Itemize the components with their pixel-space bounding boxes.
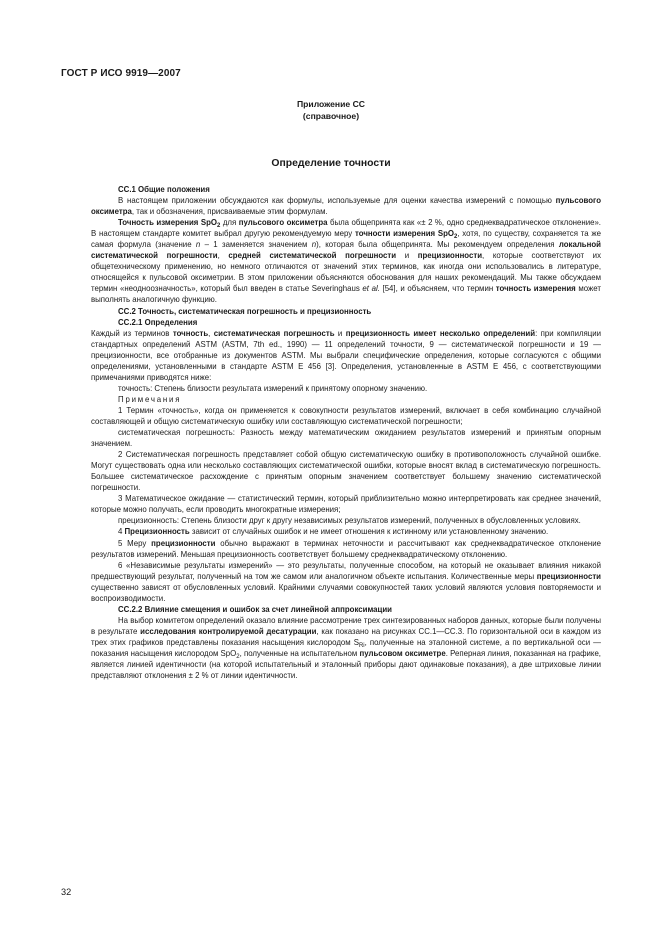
paragraph [91, 615, 601, 681]
text-run: и [396, 251, 418, 261]
paragraph [91, 383, 601, 394]
paragraph [91, 405, 601, 427]
text-run: исследования контролируемой десатурации [140, 626, 317, 636]
text-run: , [208, 328, 214, 338]
paragraph [91, 195, 601, 217]
paragraph [91, 493, 601, 515]
section-heading [91, 184, 601, 195]
text-run: 2 [236, 653, 240, 660]
section-heading [91, 317, 601, 328]
text-run: Каждый из терминов [91, 328, 173, 338]
text-run: Прецизионность [124, 527, 190, 537]
text-run: СС.2 Точность, систематическая погрешность и прецизионность [118, 306, 372, 316]
text-run: 3 Математическое ожидание — статистический термин, который приблизительно можно интерпретировать как среднее значений, которые можно получать, если проводить многократные измерения; [91, 494, 601, 515]
text-run: : при компиляции стандартных определений ASTM (ASTM, 7th ed., 1990) — 11 определений точности, 9 — систематической погрешности и 19 — прецизионности, все отобранные из документов ASTM. Мы выбрали специфические определения, которые согласуются с общими определениями, установленными в стандарте ASTM E 456 [3]. Определения, установленные в ASTM E 456, с соответствующими примечаниями приводятся ниже: [91, 328, 602, 382]
paragraph [91, 449, 601, 493]
text-run: Точность измерения SpO [118, 218, 217, 228]
text-run: обычно выражают в терминах неточности и рассчитывают как среднеквадратическое отклонение результатов измерений. Меньшая прецизионность соответствует большему среднеквадратическому отклонению. [91, 538, 601, 559]
text-run: et al. [362, 284, 380, 294]
text-run: , хотя, по существу, сохраняется та же самая формула (значение [91, 229, 601, 250]
text-run: Примечания [118, 394, 182, 404]
text-run: 2 [454, 234, 458, 241]
text-run: СС.1 Общие положения [118, 185, 210, 194]
paragraph [91, 328, 601, 383]
text-run: СС.2.2 Влияние смещения и ошибок за счет линейной аппроксимации [118, 604, 392, 614]
text-run: 1 Термин «точность», когда он применяется к совокупности результатов измерений, включает в себя комбинацию случайной составляющей и общую систематическую ошибку или составляющую систематической погрешности; [91, 405, 601, 426]
text-run: , которые соответствуют их общетехническому применению, но немного отличаются от значений этих терминов, как иногда они использовались в литературе, относящейся к пульсовой оксиметрии. В этом приложении объясняются обоснования для наших рекомендаций. Мы также обсуждаем термин «неодноозначность», который был введен в статье Severinghaus [91, 251, 601, 294]
text-run: 4 [118, 527, 125, 537]
text-run: [54], и объясняем, что термин [379, 284, 496, 294]
paragraph [91, 526, 601, 537]
section-heading [91, 306, 601, 317]
text-run: СС.2.1 Определения [118, 317, 198, 327]
paragraph [91, 394, 601, 405]
section-title: Определение точности [271, 158, 391, 169]
text-run: Ri [358, 642, 365, 649]
text-run: пульсового оксиметра [238, 218, 328, 228]
text-run: локальной систематической погрешности [91, 240, 601, 261]
text-run: пульсовом оксиметре [359, 648, 446, 658]
text-run: , [217, 251, 229, 261]
paragraph [91, 217, 601, 305]
paragraph [91, 560, 601, 604]
text-run: пульсового оксиметра [91, 196, 601, 217]
section-heading [91, 604, 601, 615]
text-run: прецизионности [151, 538, 216, 548]
text-run: систематическая погрешность: Разность между математическим ожиданием результатов измерений и принятым опорным значением. [91, 428, 601, 449]
text-run: существенно зависят от обусловленных условий. Крайними случаями совокупностей таких условий являются условия повторяемости и воспроизводимости. [91, 582, 601, 603]
text-run: может выполнять аналогичную функцию. [91, 284, 601, 305]
paragraph [91, 538, 601, 560]
text-run: и [334, 328, 346, 338]
text-run: – 1 заменяется значением [200, 240, 312, 250]
text-run: прецизионности [536, 571, 601, 581]
text-run: 2 Систематическая погрешность представляет собой общую систематическую ошибку в противоположность случайной ошибке. Могут существовать одна или несколько составляющих систематической ошибки, которые вносят вклад в систематическую погрешность. Большее систематическое расхождение с принятым опорным значением соответствует большему значению систематической погрешности. [91, 450, 601, 493]
text-run: . Реперная линия, показанная на графике, является линией идентичности (на которой испытательный и эталонный приборы дают одинаковые показания), а две штриховые линии представляют отклонения ± 2 % от линии идентичности. [91, 648, 601, 681]
text-run: , полученные на испытательном [239, 648, 360, 658]
text-run: , так и обозначения, присваиваемые этим формулам. [131, 207, 328, 217]
text-run: была общепринята как «± 2 %, одно среднеквадратическое отклонение». В настоящем стандарте комитет выбрал другую рекомендуемую меру [91, 218, 601, 239]
paragraph [91, 515, 601, 526]
text-run: , как показано на рисунках СС.1—СС.3. По горизонтальной оси в каждом из трех этих графиков представлены показания насыщения кислородом S [91, 626, 601, 647]
body-text [91, 184, 601, 681]
text-run: ), которая была общепринята. Мы рекомендуем определения [316, 240, 559, 250]
appendix-title: Приложение СС [296, 99, 365, 109]
text-run: , полученные на эталонной системе, а по вертикальной оси — показания насыщения кислородом SpO [91, 637, 602, 658]
text-run: В настоящем приложении обсуждаются как формулы, используемые для оценки качества измерений с помощью [118, 196, 556, 206]
text-run: точность: Степень близости результата измерений к принятому опорному значению. [118, 383, 428, 393]
text-run: 2 [216, 223, 221, 230]
text-run: прецизионность имеет несколько определений [345, 328, 536, 338]
text-run: точность измерения [495, 284, 576, 294]
document-code-header: ГОСТ Р ИСО 9919—2007 [61, 68, 181, 79]
text-run: 5 Меру [118, 538, 152, 548]
text-run: n [195, 240, 201, 250]
text-run: средней систематической погрешности [228, 251, 397, 261]
text-run: точности измерения SpO [355, 229, 454, 239]
text-run: для [220, 218, 239, 228]
text-run: n [311, 240, 317, 250]
paragraph [91, 427, 601, 449]
text-run: 6 «Независимые результаты измерений» — это результаты, полученные способом, на который не оказывает влияния никакой предшествующий результат, полученный на том же самом или аналогичном объекте испытания. Количественные меры [91, 560, 601, 581]
text-run: зависит от случайных ошибок и не имеет отношения к истинному или установленному значению. [189, 527, 549, 537]
text-run: систематическая погрешность [213, 328, 335, 338]
text-run: прецизионность: Степень близости друг к другу независимых результатов измерений, полученных в обусловленных условиях. [118, 516, 581, 526]
text-run: На выбор комитетом определений оказало влияние рассмотрение трех синтезированных наборов данных, которые были получены в результате [91, 615, 601, 636]
text-run: прецизионности [417, 251, 483, 261]
appendix-subtitle: (справочное) [302, 111, 360, 121]
text-run: точность [172, 328, 209, 338]
page-number: 32 [61, 887, 72, 897]
